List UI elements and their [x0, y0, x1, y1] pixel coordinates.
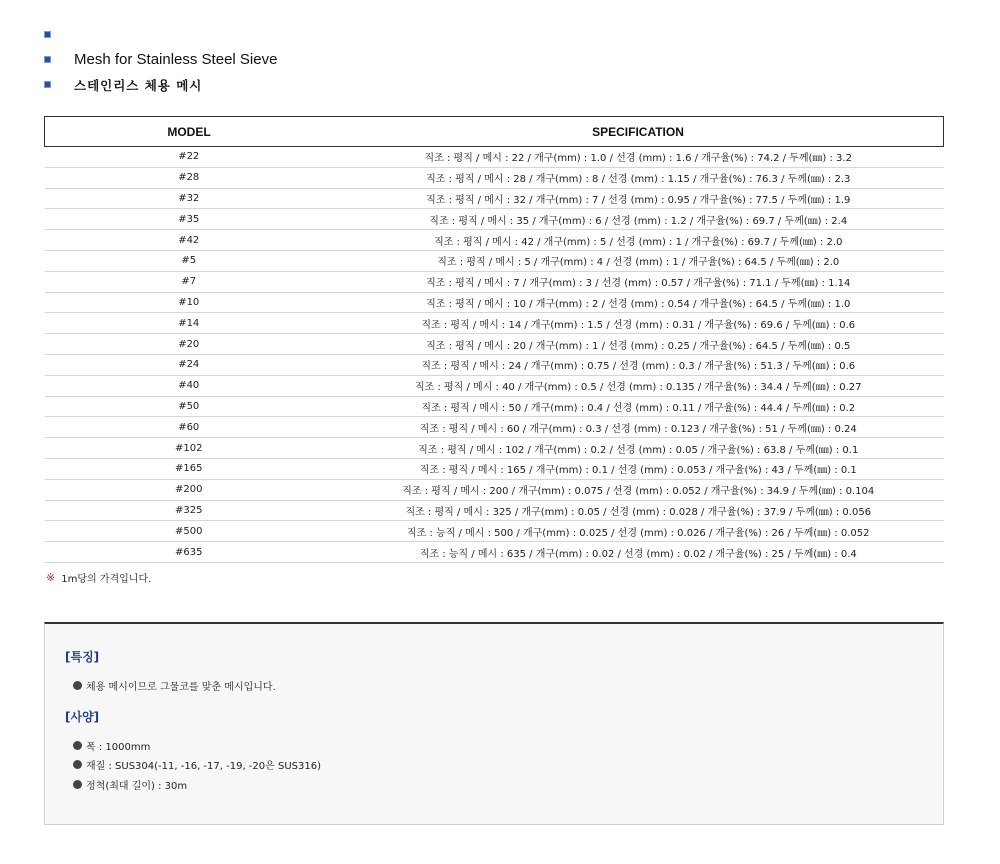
table-row — [45, 230, 944, 251]
spec-cell: 직조 : 능직 / 메시 : 500 / 개구(mm) : 0.025 / 선경 (mm) : 0.026 / 개구율(%) : 26 / 두께(㎜) : 0.052 — [333, 521, 944, 542]
table-row — [45, 438, 944, 459]
spec-cell: 직조 : 평직 / 메시 : 200 / 개구(mm) : 0.075 / 선경 (mm) : 0.052 / 개구율(%) : 34.9 / 두께(㎜) : 0.104 — [333, 479, 944, 500]
spec-item-width — [73, 738, 150, 753]
spec-cell: 직조 : 평직 / 메시 : 50 / 개구(mm) : 0.4 / 선경 (mm) : 0.11 / 개구율(%) : 44.4 / 두께(㎜) : 0.2 — [333, 396, 944, 417]
table-row — [45, 521, 944, 542]
model-cell: #28 — [45, 167, 334, 188]
bullet-dot-icon — [73, 760, 82, 769]
table-row — [45, 250, 944, 271]
model-cell: #20 — [45, 334, 334, 355]
model-cell: #165 — [45, 458, 334, 479]
table-row — [45, 396, 944, 417]
feature-section-title: [특징] — [65, 650, 100, 664]
spec-cell: 직조 : 평직 / 메시 : 60 / 개구(mm) : 0.3 / 선경 (mm) : 0.123 / 개구율(%) : 51 / 두께(㎜) : 0.24 — [333, 417, 944, 438]
bullet-dot-icon — [73, 741, 82, 750]
header-row-ko — [44, 72, 277, 97]
table-row — [45, 167, 944, 188]
spec-cell: 직조 : 평직 / 메시 : 35 / 개구(mm) : 6 / 선경 (mm) : 1.2 / 개구율(%) : 69.7 / 두께(㎜) : 2.4 — [333, 209, 944, 230]
model-cell: #40 — [45, 375, 334, 396]
feature-item — [73, 678, 276, 693]
table-row — [45, 313, 944, 334]
spec-cell: 직조 : 평직 / 메시 : 5 / 개구(mm) : 4 / 선경 (mm) : 1 / 개구율(%) : 64.5 / 두께(㎜) : 2.0 — [333, 250, 944, 271]
spec-item-material — [73, 757, 321, 772]
model-cell: #7 — [45, 271, 334, 292]
table-row — [45, 542, 944, 563]
spec-table — [44, 116, 944, 563]
spec-cell: 직조 : 능직 / 메시 : 635 / 개구(mm) : 0.02 / 선경 (mm) : 0.02 / 개구율(%) : 25 / 두께(㎜) : 0.4 — [333, 542, 944, 563]
bullet-dot-icon — [73, 780, 82, 789]
spec-item-text: 정척(최대 길이) : 30m — [86, 781, 188, 792]
spec-cell: 직조 : 평직 / 메시 : 42 / 개구(mm) : 5 / 선경 (mm) : 1 / 개구율(%) : 69.7 / 두께(㎜) : 2.0 — [333, 230, 944, 251]
spec-cell: 직조 : 평직 / 메시 : 32 / 개구(mm) : 7 / 선경 (mm) : 0.95 / 개구율(%) : 77.5 / 두께(㎜) : 1.9 — [333, 188, 944, 209]
table-row — [45, 375, 944, 396]
page-title-en: Mesh for Stainless Steel Sieve — [74, 51, 278, 68]
model-cell: #102 — [45, 438, 334, 459]
model-cell: #24 — [45, 354, 334, 375]
spec-cell: 직조 : 평직 / 메시 : 20 / 개구(mm) : 1 / 선경 (mm) : 0.25 / 개구율(%) : 64.5 / 두께(㎜) : 0.5 — [333, 334, 944, 355]
bullet-dot-icon — [73, 681, 82, 690]
table-row — [45, 354, 944, 375]
square-bullet-icon — [44, 31, 51, 38]
spec-cell: 직조 : 평직 / 메시 : 10 / 개구(mm) : 2 / 선경 (mm) : 0.54 / 개구율(%) : 64.5 / 두께(㎜) : 1.0 — [333, 292, 944, 313]
model-cell: #5 — [45, 250, 334, 271]
model-cell: #10 — [45, 292, 334, 313]
table-row — [45, 458, 944, 479]
header-row-en — [44, 47, 277, 72]
spec-cell: 직조 : 평직 / 메시 : 165 / 개구(mm) : 0.1 / 선경 (mm) : 0.053 / 개구율(%) : 43 / 두께(㎜) : 0.1 — [333, 458, 944, 479]
column-header-spec: SPECIFICATION — [333, 117, 944, 147]
price-note-text: 1m당의 가격입니다. — [61, 574, 152, 585]
model-cell: #200 — [45, 479, 334, 500]
table-row — [45, 209, 944, 230]
table-row — [45, 479, 944, 500]
table-row — [45, 271, 944, 292]
header-row-empty — [44, 22, 277, 47]
feature-item-text: 체용 메시이므로 그물코를 맞춘 메시입니다. — [86, 682, 276, 693]
model-cell: #635 — [45, 542, 334, 563]
spec-cell: 직조 : 평직 / 메시 : 325 / 개구(mm) : 0.05 / 선경 (mm) : 0.028 / 개구율(%) : 37.9 / 두께(㎜) : 0.056 — [333, 500, 944, 521]
model-cell: #42 — [45, 230, 334, 251]
spec-item-length — [73, 777, 187, 792]
reference-mark-icon: ※ — [46, 571, 56, 584]
spec-section-title: [사양] — [65, 710, 100, 724]
table-header-row — [45, 117, 944, 147]
spec-cell: 직조 : 평직 / 메시 : 22 / 개구(mm) : 1.0 / 선경 (mm) : 1.6 / 개구율(%) : 74.2 / 두께(㎜) : 3.2 — [333, 147, 944, 168]
model-cell: #32 — [45, 188, 334, 209]
spec-cell: 직조 : 평직 / 메시 : 40 / 개구(mm) : 0.5 / 선경 (mm) : 0.135 / 개구율(%) : 34.4 / 두께(㎜) : 0.27 — [333, 375, 944, 396]
model-cell: #500 — [45, 521, 334, 542]
square-bullet-icon — [44, 81, 51, 88]
table-row — [45, 417, 944, 438]
spec-cell: 직조 : 평직 / 메시 : 28 / 개구(mm) : 8 / 선경 (mm) : 1.15 / 개구율(%) : 76.3 / 두께(㎜) : 2.3 — [333, 167, 944, 188]
model-cell: #22 — [45, 147, 334, 168]
square-bullet-icon — [44, 56, 51, 63]
column-header-model: MODEL — [45, 117, 334, 147]
spec-cell: 직조 : 평직 / 메시 : 7 / 개구(mm) : 3 / 선경 (mm) : 0.57 / 개구율(%) : 71.1 / 두께(㎜) : 1.14 — [333, 271, 944, 292]
model-cell: #325 — [45, 500, 334, 521]
spec-cell: 직조 : 평직 / 메시 : 102 / 개구(mm) : 0.2 / 선경 (mm) : 0.05 / 개구율(%) : 63.8 / 두께(㎜) : 0.1 — [333, 438, 944, 459]
spec-item-text: 폭 : 1000mm — [86, 742, 151, 753]
model-cell: #50 — [45, 396, 334, 417]
spec-cell: 직조 : 평직 / 메시 : 24 / 개구(mm) : 0.75 / 선경 (mm) : 0.3 / 개구율(%) : 51.3 / 두께(㎜) : 0.6 — [333, 354, 944, 375]
table-row — [45, 500, 944, 521]
table-row — [45, 188, 944, 209]
details-box — [44, 622, 944, 825]
table-row — [45, 147, 944, 168]
table-body — [45, 147, 944, 563]
model-cell: #14 — [45, 313, 334, 334]
table-row — [45, 292, 944, 313]
model-cell: #60 — [45, 417, 334, 438]
header-bullets — [44, 22, 277, 97]
spec-cell: 직조 : 평직 / 메시 : 14 / 개구(mm) : 1.5 / 선경 (mm) : 0.31 / 개구율(%) : 69.6 / 두께(㎜) : 0.6 — [333, 313, 944, 334]
table-row — [45, 334, 944, 355]
spec-item-text: 재질 : SUS304(-11, -16, -17, -19, -20은 SUS316) — [86, 761, 321, 772]
price-note — [46, 570, 151, 585]
page-title-ko: 스테인리스 체용 메시 — [74, 77, 203, 93]
model-cell: #35 — [45, 209, 334, 230]
